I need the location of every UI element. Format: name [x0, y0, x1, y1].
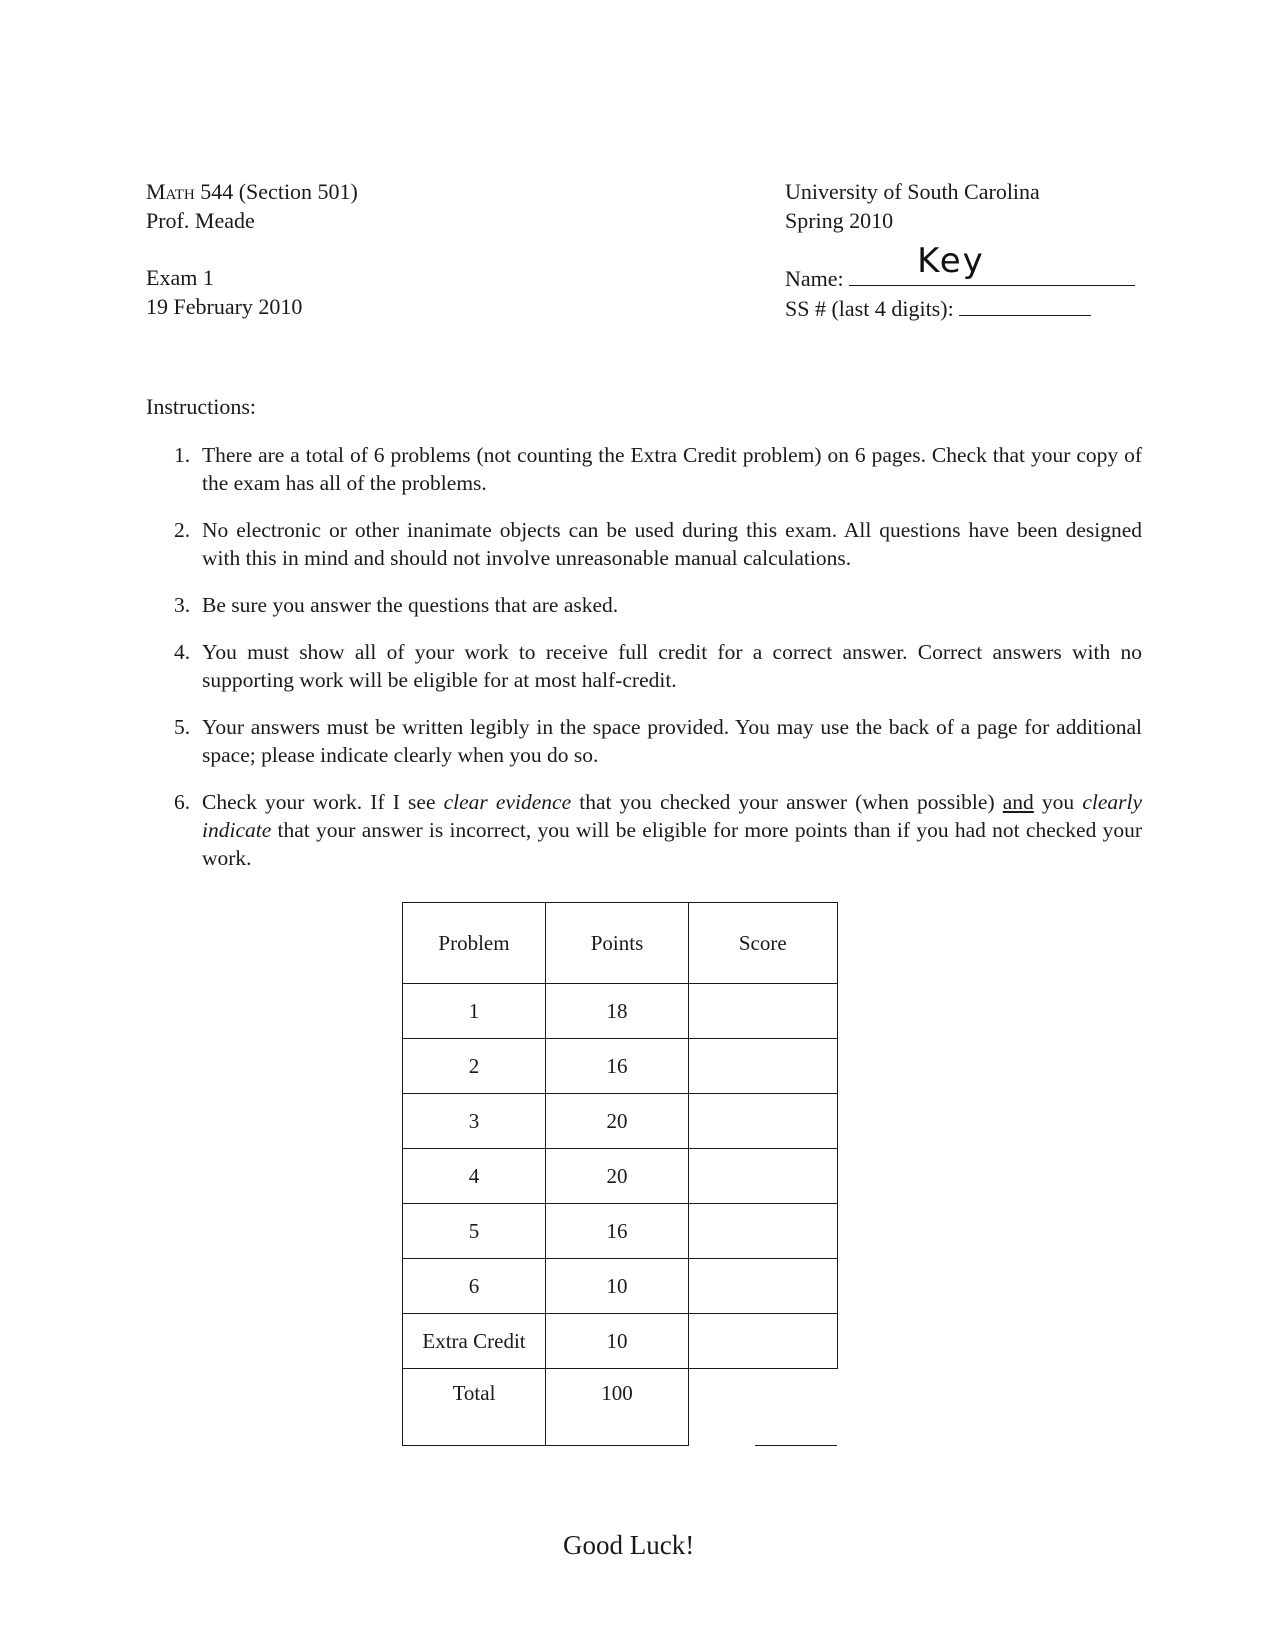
exam-title: Exam 1 — [146, 265, 214, 290]
instruction-number: 5. — [174, 715, 191, 739]
instruction-text: No electronic or other inanimate objects can be used during this exam. All questions have been designed with this in mind and should not involve unreasonable manual calculations. — [202, 518, 1142, 570]
instruction-number: 6. — [174, 790, 191, 814]
instruction-text-part: you — [1033, 790, 1083, 814]
points-cell: 18 — [546, 984, 689, 1039]
problem-cell: 4 — [403, 1149, 546, 1204]
instruction-item — [146, 591, 1142, 619]
problem-cell: 1 — [403, 984, 546, 1039]
table-row — [403, 1204, 838, 1259]
exam-date: 19 February 2010 — [146, 294, 303, 319]
total-score-cell[interactable] — [689, 1369, 838, 1446]
instruction-number: 3. — [174, 593, 191, 617]
score-cell[interactable] — [689, 1314, 838, 1369]
points-cell: 10 — [546, 1259, 689, 1314]
score-cell[interactable] — [689, 1094, 838, 1149]
instruction-item — [146, 516, 1142, 572]
instruction-item — [146, 713, 1142, 769]
instruction-text: There are a total of 6 problems (not counting the Extra Credit problem) on 6 pages. Check that your copy of the exam has all of the problems. — [202, 443, 1142, 495]
score-cell[interactable] — [689, 1204, 838, 1259]
instructions-title: Instructions: — [146, 394, 256, 419]
header-problem: Problem — [403, 903, 546, 984]
problem-cell: 5 — [403, 1204, 546, 1259]
name-label: Name: — [785, 266, 844, 291]
problem-cell: 3 — [403, 1094, 546, 1149]
table-row — [403, 1039, 838, 1094]
emphasis-clear-evidence: clear evidence — [443, 790, 572, 814]
professor: Prof. Meade — [146, 208, 255, 233]
points-cell: 20 — [546, 1094, 689, 1149]
points-cell: 20 — [546, 1149, 689, 1204]
course-prefix: Math — [146, 179, 195, 204]
term: Spring 2010 — [785, 208, 894, 233]
table-row — [403, 1094, 838, 1149]
total-points: 100 — [546, 1369, 689, 1446]
instruction-text: You must show all of your work to receive full credit for a correct answer. Correct answers with no supporting work will be eligible for at most half-credit. — [202, 640, 1142, 692]
name-value: Key — [917, 241, 985, 281]
score-cell[interactable] — [689, 1259, 838, 1314]
instruction-number: 2. — [174, 518, 191, 542]
ss-row — [785, 293, 1135, 323]
underline-and: and — [1002, 790, 1034, 814]
problem-cell: 6 — [403, 1259, 546, 1314]
instruction-number: 4. — [174, 640, 191, 664]
points-cell: 10 — [546, 1314, 689, 1369]
ss-label: SS # (last 4 digits): — [785, 296, 954, 321]
score-cell[interactable] — [689, 984, 838, 1039]
student-fields — [785, 241, 1135, 323]
good-luck: Good Luck! — [563, 1530, 695, 1560]
university-info — [785, 177, 1040, 235]
header-points: Points — [546, 903, 689, 984]
table-row — [403, 984, 838, 1039]
table-row — [403, 1149, 838, 1204]
problem-cell: 2 — [403, 1039, 546, 1094]
emphasis-clearly-indicate: clearly indicate — [202, 790, 1143, 842]
instruction-item — [146, 441, 1142, 497]
points-cell: 16 — [546, 1204, 689, 1259]
instruction-text-part: that your answer is incorrect, you will be eligible for more points than if you had not checked your work. — [202, 818, 1142, 870]
score-cell[interactable] — [689, 1149, 838, 1204]
total-score-line — [755, 1445, 837, 1446]
score-table — [402, 902, 838, 1446]
score-cell[interactable] — [689, 1039, 838, 1094]
instruction-text-part: that you checked your answer (when possible) — [571, 790, 1003, 814]
course-title — [146, 177, 358, 206]
course-section: 544 (Section 501) — [194, 179, 358, 204]
ss-field[interactable] — [959, 293, 1091, 316]
problem-cell: Extra Credit — [403, 1314, 546, 1369]
table-row — [403, 1314, 838, 1369]
table-header-row — [403, 903, 838, 984]
table-row — [403, 1259, 838, 1314]
instruction-item — [146, 638, 1142, 694]
table-total-row — [403, 1369, 838, 1446]
score-table-wrapper — [402, 902, 838, 1446]
instruction-text-part: Check your work. If I see — [202, 790, 444, 814]
exam-info — [146, 263, 302, 321]
points-cell: 16 — [546, 1039, 689, 1094]
instruction-item — [146, 788, 1142, 872]
instruction-number: 1. — [174, 443, 191, 467]
header-score: Score — [689, 903, 838, 984]
name-field[interactable] — [849, 241, 1135, 286]
total-label: Total — [403, 1369, 546, 1446]
name-row — [785, 241, 1135, 293]
course-info — [146, 177, 358, 235]
university: University of South Carolina — [785, 179, 1040, 204]
instructions-list — [146, 441, 1142, 891]
instruction-text: Your answers must be written legibly in the space provided. You may use the back of a page for additional space; please indicate clearly when you do so. — [202, 715, 1142, 767]
instruction-text: Be sure you answer the questions that are asked. — [202, 593, 619, 617]
